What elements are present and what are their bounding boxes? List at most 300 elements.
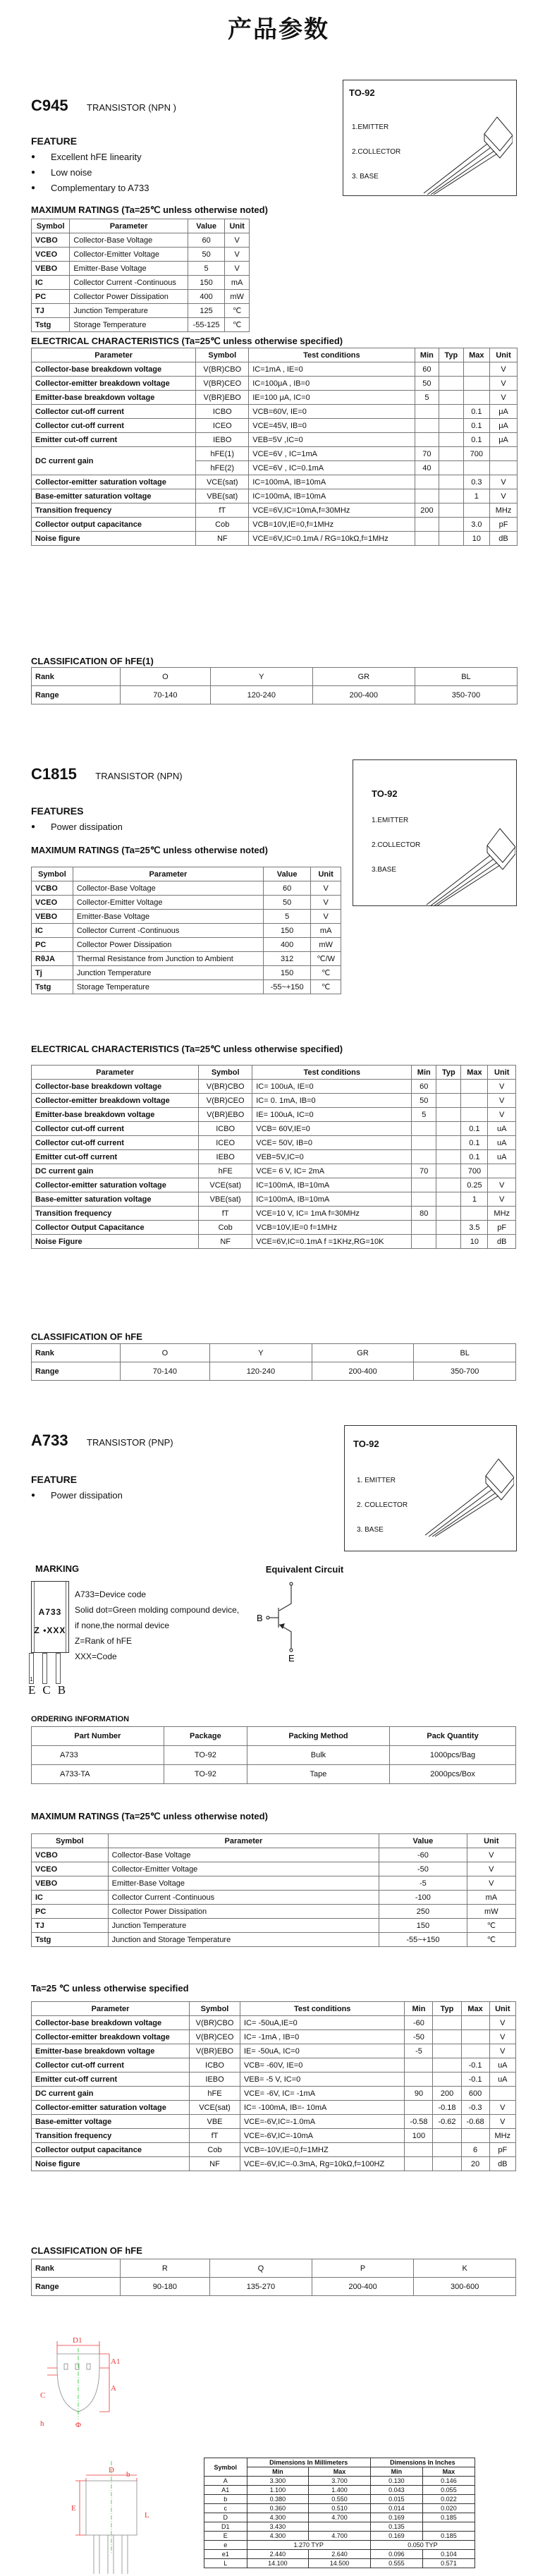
value-cell: 0.550	[309, 2495, 371, 2504]
unit-cell: V	[489, 2016, 515, 2030]
value-cell: 14.500	[309, 2559, 371, 2568]
value-cell: 150	[263, 966, 310, 980]
max-cell: 0.3	[463, 475, 489, 489]
class-cell: O	[121, 668, 211, 686]
a733-header	[31, 1432, 173, 1450]
max-cell: 3.0	[463, 518, 489, 532]
min-cell: 200	[415, 503, 439, 518]
unit-cell: ℃	[467, 1933, 515, 1947]
column-header: Pack Quantity	[390, 1727, 516, 1746]
typ-cell	[439, 391, 463, 405]
symbol-cell: VEBO	[32, 910, 73, 924]
column-header: Symbol	[32, 1834, 109, 1848]
symbol-cell: D	[204, 2513, 247, 2522]
to92-package-icon	[414, 116, 513, 195]
symbol-cell: Tstg	[32, 1933, 109, 1947]
parameter-cell: Collector-Emitter Voltage	[70, 248, 188, 262]
table-row	[32, 318, 250, 332]
table-row	[32, 1919, 516, 1933]
column-header: Symbol	[32, 867, 73, 881]
value-cell: -55~+150	[263, 980, 310, 994]
value-cell: 0.014	[370, 2504, 422, 2513]
typ-cell	[439, 433, 463, 447]
unit-cell: MHz	[489, 2129, 515, 2143]
unit-cell: dB	[489, 2157, 515, 2171]
pin1-label: 1	[30, 1676, 33, 1683]
min-cell	[415, 433, 439, 447]
value-cell: 4.700	[309, 2513, 371, 2522]
feature-item: ● Power dissipation	[31, 1488, 123, 1503]
typ-cell	[436, 1108, 461, 1122]
typ-cell	[439, 475, 463, 489]
feature-item: ● Power dissipation	[31, 819, 123, 835]
typ-cell	[433, 2143, 461, 2157]
value-cell: 400	[188, 290, 224, 304]
parameter-cell: Transition frequency	[32, 503, 196, 518]
marking-title: MARKING	[35, 1563, 80, 1574]
min-cell	[412, 1122, 436, 1136]
condition-cell: VCE= 6 V, IC= 2mA	[252, 1164, 412, 1178]
table-row	[32, 966, 341, 980]
unit-cell: V	[225, 233, 250, 248]
max-ratings-table	[31, 219, 250, 332]
column-header: Parameter	[70, 219, 188, 233]
max-cell: -0.1	[461, 2073, 489, 2087]
max-cell	[461, 1207, 488, 1221]
max-cell: 600	[461, 2087, 489, 2101]
ordering-title: ORDERING INFORMATION	[31, 1715, 130, 1723]
symbol-cell: V(BR)CEO	[199, 1094, 252, 1108]
unit-cell: V	[488, 1178, 516, 1192]
max-cell: 10	[461, 1235, 488, 1249]
value-cell: -5	[379, 1876, 467, 1891]
min-cell: 60	[415, 362, 439, 377]
symbol-cell: ICBO	[196, 405, 249, 419]
unit-cell: V	[490, 377, 518, 391]
symbol-cell: NF	[190, 2157, 240, 2171]
symbol-cell: L	[204, 2559, 247, 2568]
condition-cell: VCE=6V,IC=0.1mA / RG=10kΩ,f=1MHz	[249, 532, 415, 546]
table-row	[32, 1344, 516, 1362]
table-row	[32, 2073, 516, 2087]
quantity-cell: 2000pcs/Box	[390, 1765, 516, 1784]
value-cell: 50	[188, 248, 224, 262]
table-row	[32, 2143, 516, 2157]
column-header: Min	[415, 348, 439, 362]
to92-package-icon	[417, 827, 515, 906]
symbol-cell: ICBO	[199, 1122, 252, 1136]
marking-line: Z •XXX	[34, 1625, 66, 1635]
symbol-cell: VCE(sat)	[190, 2101, 240, 2115]
symbol-cell: b	[204, 2495, 247, 2504]
unit-cell: uA	[489, 2073, 515, 2087]
packing-cell: Bulk	[247, 1746, 389, 1765]
column-header: Symbol	[196, 348, 249, 362]
part-desc: TRANSISTOR (PNP)	[87, 1437, 173, 1448]
column-header: Unit	[490, 348, 518, 362]
unit-cell: uA	[488, 1150, 516, 1164]
value-cell	[422, 2522, 475, 2532]
max-cell: 0.1	[463, 419, 489, 433]
typ-cell: -0.62	[433, 2115, 461, 2129]
table-row	[32, 1192, 516, 1207]
parameter-cell: Collector-Emitter Voltage	[108, 1862, 379, 1876]
parameter-cell: Collector cut-off current	[32, 419, 196, 433]
condition-cell: IC=100mA, IB=10mA	[249, 475, 415, 489]
table-row	[32, 405, 518, 419]
table-row	[32, 2129, 516, 2143]
row-label: Rank	[32, 668, 121, 686]
feature-title: FEATURES	[31, 805, 84, 817]
value-cell: 2.440	[247, 2550, 309, 2559]
class-cell: 90-180	[120, 2278, 209, 2296]
package-title: TO-92	[353, 1439, 379, 1449]
symbol-cell: VCBO	[32, 233, 70, 248]
parameter-cell: Noise Figure	[32, 1235, 199, 1249]
condition-cell: VCE=6V,IC=0.1mA f =1KHz,RG=10K	[252, 1235, 412, 1249]
min-cell: -5	[405, 2044, 433, 2058]
value-cell: -50	[379, 1862, 467, 1876]
min-cell	[412, 1192, 436, 1207]
typ-cell	[433, 2058, 461, 2073]
max-cell: 3.5	[461, 1221, 488, 1235]
table-row	[32, 910, 341, 924]
table-row	[32, 518, 518, 532]
min-cell: 50	[412, 1094, 436, 1108]
value-cell: 2.640	[309, 2550, 371, 2559]
typ-cell	[439, 447, 463, 461]
table-row	[32, 1164, 516, 1178]
classification-table	[31, 2259, 516, 2296]
table-row	[32, 262, 250, 276]
marking-pin-letters	[28, 1683, 73, 1697]
value-cell: 0.130	[370, 2477, 422, 2486]
typ-cell: -0.18	[433, 2101, 461, 2115]
max-cell: 0.1	[461, 1136, 488, 1150]
table-row	[204, 2477, 475, 2486]
value-cell: 250	[379, 1905, 467, 1919]
table-row	[204, 2541, 475, 2550]
symbol-cell: VBE(sat)	[196, 489, 249, 503]
min-cell: 100	[405, 2129, 433, 2143]
c1815-header	[31, 765, 183, 783]
unit-cell: V	[490, 391, 518, 405]
condition-cell: IE= 100uA, IC=0	[252, 1108, 412, 1122]
unit-cell: mW	[225, 290, 250, 304]
package-dimension-drawing	[39, 2320, 166, 2574]
symbol-cell: IEBO	[196, 433, 249, 447]
package-box	[344, 1425, 517, 1551]
unit-cell: V	[490, 489, 518, 503]
parameter-cell: Emitter-Base Voltage	[70, 262, 188, 276]
max-cell	[463, 461, 489, 475]
value-cell: 0.185	[422, 2532, 475, 2541]
min-cell	[415, 475, 439, 489]
parameter-cell: Base-emitter saturation voltage	[32, 1192, 199, 1207]
dim-label-phi: Φ	[75, 2421, 82, 2429]
parameter-cell: Collector Current -Continuous	[73, 924, 263, 938]
value-cell: 150	[379, 1919, 467, 1933]
parameter-cell: Emitter-base breakdown voltage	[32, 1108, 199, 1122]
table-row	[204, 2532, 475, 2541]
parameter-cell: Collector-emitter saturation voltage	[32, 1178, 199, 1192]
symbol-cell: V(BR)CEO	[190, 2030, 240, 2044]
to92-package-icon	[415, 1458, 514, 1537]
typ-cell	[436, 1192, 461, 1207]
class-cell: 200-400	[312, 2278, 414, 2296]
row-label: Range	[32, 686, 121, 704]
parameter-cell: Collector cut-off current	[32, 1136, 199, 1150]
parameter-cell: Collector Current -Continuous	[108, 1891, 379, 1905]
unit-cell	[490, 447, 518, 461]
unit-cell: ℃	[225, 318, 250, 332]
quantity-cell: 1000pcs/Bag	[390, 1746, 516, 1765]
unit-cell: uA	[489, 2058, 515, 2073]
condition-cell: VCE=-6V,IC=-0.3mA, Rg=10kΩ,f=100HZ	[240, 2157, 404, 2171]
column-header: Symbol	[199, 1066, 252, 1080]
symbol-cell: fT	[190, 2129, 240, 2143]
value-cell: 60	[263, 881, 310, 896]
marking-line: A733	[38, 1607, 62, 1617]
c945-features	[31, 135, 149, 196]
condition-cell: VCE= 50V, IB=0	[252, 1136, 412, 1150]
pin-label: 2.COLLECTOR	[352, 148, 401, 156]
feature-title: FEATURE	[31, 135, 78, 147]
column-header: Packing Method	[247, 1727, 389, 1746]
min-cell: 70	[412, 1164, 436, 1178]
table-row	[32, 1122, 516, 1136]
class-cell: 70-140	[121, 686, 211, 704]
typ-cell	[436, 1235, 461, 1249]
min-cell	[412, 1136, 436, 1150]
unit-cell: V	[467, 1848, 515, 1862]
value-cell: 0.043	[370, 2486, 422, 2495]
parameter-cell: Collector-emitter breakdown voltage	[32, 1094, 199, 1108]
row-label: Range	[32, 1362, 121, 1381]
condition-cell: IC= -1mA , IB=0	[240, 2030, 404, 2044]
symbol-cell: V(BR)CBO	[190, 2016, 240, 2030]
min-cell	[412, 1150, 436, 1164]
condition-cell: VCE=6V,IC=10mA,f=30MHz	[249, 503, 415, 518]
value-cell: 0.104	[422, 2550, 475, 2559]
min-cell	[412, 1178, 436, 1192]
parameter-cell: Noise figure	[32, 2157, 190, 2171]
table-row	[32, 2016, 516, 2030]
value-cell: 150	[188, 276, 224, 290]
max-cell: 20	[461, 2157, 489, 2171]
table-row	[204, 2559, 475, 2568]
condition-cell: IC=100μA , IB=0	[249, 377, 415, 391]
min-cell: 50	[415, 377, 439, 391]
condition-cell: IE= -50uA, IC=0	[240, 2044, 404, 2058]
table-row	[32, 419, 518, 433]
min-cell: -60	[405, 2016, 433, 2030]
typ-cell	[436, 1178, 461, 1192]
table-row	[32, 276, 250, 290]
symbol-cell: VCEO	[32, 896, 73, 910]
condition-cell: VEB=5V ,IC=0	[249, 433, 415, 447]
parameter-cell: Collector cut-off current	[32, 2058, 190, 2073]
dim-label-a1: A1	[111, 2357, 121, 2366]
package-cell: TO-92	[164, 1765, 247, 1784]
unit-cell: dB	[488, 1235, 516, 1249]
column-header: Unit	[488, 1066, 516, 1080]
table-row	[32, 362, 518, 377]
value-cell: 4.700	[309, 2532, 371, 2541]
symbol-cell: IC	[32, 1891, 109, 1905]
condition-cell: IC= -100mA, IB=- 10mA	[240, 2101, 404, 2115]
max-cell: 0.25	[461, 1178, 488, 1192]
pin-label: 3. BASE	[352, 173, 379, 181]
symbol-cell: D1	[204, 2522, 247, 2532]
parameter-cell: DC current gain	[32, 2087, 190, 2101]
page-title: 产品参数	[228, 16, 329, 44]
max-cell: -0.3	[461, 2101, 489, 2115]
table-row	[32, 433, 518, 447]
table-row	[32, 1136, 516, 1150]
max-cell: -0.1	[461, 2058, 489, 2073]
column-header: Test conditions	[252, 1066, 412, 1080]
parameter-cell: Collector-emitter breakdown voltage	[32, 377, 196, 391]
parameter-cell: Storage Temperature	[73, 980, 263, 994]
typ-cell	[436, 1094, 461, 1108]
table-row	[32, 2087, 516, 2101]
table-row	[32, 304, 250, 318]
unit-cell: V	[488, 1108, 516, 1122]
table-row	[32, 1905, 516, 1919]
table-row	[32, 1848, 516, 1862]
value-cell: 0.555	[370, 2559, 422, 2568]
condition-cell: IC=100mA, IB=10mA	[249, 489, 415, 503]
parameter-cell: Collector-Base Voltage	[73, 881, 263, 896]
package-box	[343, 80, 517, 196]
parameter-cell: Collector-base breakdown voltage	[32, 1080, 199, 1094]
unit-cell: ℃	[467, 1919, 515, 1933]
pin-label: 2.COLLECTOR	[372, 841, 421, 849]
symbol-cell: e1	[204, 2550, 247, 2559]
unit-cell: pF	[489, 2143, 515, 2157]
condition-cell: VCB=10V,IE=0 f=1MHz	[252, 1221, 412, 1235]
typ-cell	[439, 532, 463, 546]
value-cell: -55~+150	[379, 1933, 467, 1947]
typ-cell	[433, 2044, 461, 2058]
marking-note: XXX=Code	[75, 1652, 117, 1661]
dim-label-d1: D1	[73, 2336, 82, 2345]
value-cell: 4.300	[247, 2532, 309, 2541]
parameter-cell: Transition frequency	[32, 1207, 199, 1221]
classification-table	[31, 667, 518, 704]
unit-cell: V	[490, 362, 518, 377]
table-row	[32, 2030, 516, 2044]
min-cell: 80	[412, 1207, 436, 1221]
class-cell: Q	[210, 2259, 312, 2278]
max-cell: 0.1	[461, 1122, 488, 1136]
symbol-cell: VCE(sat)	[196, 475, 249, 489]
dim-label-a: A	[111, 2384, 116, 2393]
typ-cell	[436, 1136, 461, 1150]
condition-cell: IC= -50uA,IE=0	[240, 2016, 404, 2030]
typ-cell	[433, 2129, 461, 2143]
table-row	[204, 2486, 475, 2495]
parameter-cell: Emitter cut-off current	[32, 433, 196, 447]
typ-cell	[436, 1122, 461, 1136]
table-row	[32, 980, 341, 994]
condition-cell: VCE=-6V,IC=-1.0mA	[240, 2115, 404, 2129]
condition-cell: IC= 0. 1mA, IB=0	[252, 1094, 412, 1108]
table-header-row	[204, 2458, 475, 2467]
dim-label-h: h	[40, 2419, 44, 2428]
value-cell: 5	[188, 262, 224, 276]
parameter-cell: Collector Power Dissipation	[70, 290, 188, 304]
class-cell: 120-240	[210, 686, 312, 704]
value-cell: 0.169	[370, 2532, 422, 2541]
unit-cell: pF	[490, 518, 518, 532]
unit-cell: V	[225, 262, 250, 276]
symbol-cell: V(BR)CBO	[196, 362, 249, 377]
table-row	[32, 532, 518, 546]
min-cell: 5	[412, 1108, 436, 1122]
value-cell: 0.571	[422, 2559, 475, 2568]
value-cell: 0.015	[370, 2495, 422, 2504]
parameter-cell: DC current gain	[32, 1164, 199, 1178]
class-cell: BL	[414, 1344, 516, 1362]
column-header: Value	[263, 867, 310, 881]
parameter-cell: Emitter cut-off current	[32, 1150, 199, 1164]
a733-features	[31, 1474, 123, 1503]
dim-label-l: L	[145, 2511, 149, 2520]
dim-label-b: b	[126, 2470, 130, 2479]
typ-cell	[436, 1150, 461, 1164]
symbol-cell: Tj	[32, 966, 73, 980]
max-cell: 0.1	[463, 405, 489, 419]
table-row	[32, 2278, 516, 2296]
parameter-cell: Collector-emitter saturation voltage	[32, 2101, 190, 2115]
unit-cell: V	[489, 2101, 515, 2115]
min-cell: 70	[415, 447, 439, 461]
class-cell: P	[312, 2259, 414, 2278]
table-row	[32, 290, 250, 304]
package-cell: TO-92	[164, 1746, 247, 1765]
max-cell	[461, 2016, 489, 2030]
class-cell: 135-270	[210, 2278, 312, 2296]
table-row	[32, 447, 518, 461]
column-header: Typ	[436, 1066, 461, 1080]
column-header: Typ	[439, 348, 463, 362]
unit-cell	[488, 1164, 516, 1178]
electrical-title: Ta=25 ℃ unless otherwise specified	[31, 1983, 189, 1994]
symbol-cell: VEBO	[32, 1876, 109, 1891]
ordering-table	[31, 1726, 516, 1784]
feature-item: ● Complementary to A733	[31, 181, 149, 196]
symbol-cell: VCEO	[32, 1862, 109, 1876]
value-cell: 1.270 TYP	[247, 2541, 370, 2550]
column-header: Dimensions In Inches	[370, 2458, 475, 2467]
unit-cell: mA	[311, 924, 341, 938]
symbol-cell: VCBO	[32, 1848, 109, 1862]
column-header: Parameter	[108, 1834, 379, 1848]
symbol-cell: hFE(2)	[196, 461, 249, 475]
feature-item: ● Low noise	[31, 165, 149, 181]
max-cell: 6	[461, 2143, 489, 2157]
pnp-transistor-symbol-icon	[254, 1580, 367, 1671]
parameter-cell: Junction Temperature	[70, 304, 188, 318]
column-header: Min	[247, 2467, 309, 2477]
max-cell	[461, 2129, 489, 2143]
value-cell: 0.380	[247, 2495, 309, 2504]
parameter-cell: Collector Output Capacitance	[32, 1221, 199, 1235]
max-cell	[463, 377, 489, 391]
parameter-cell: Noise figure	[32, 532, 196, 546]
